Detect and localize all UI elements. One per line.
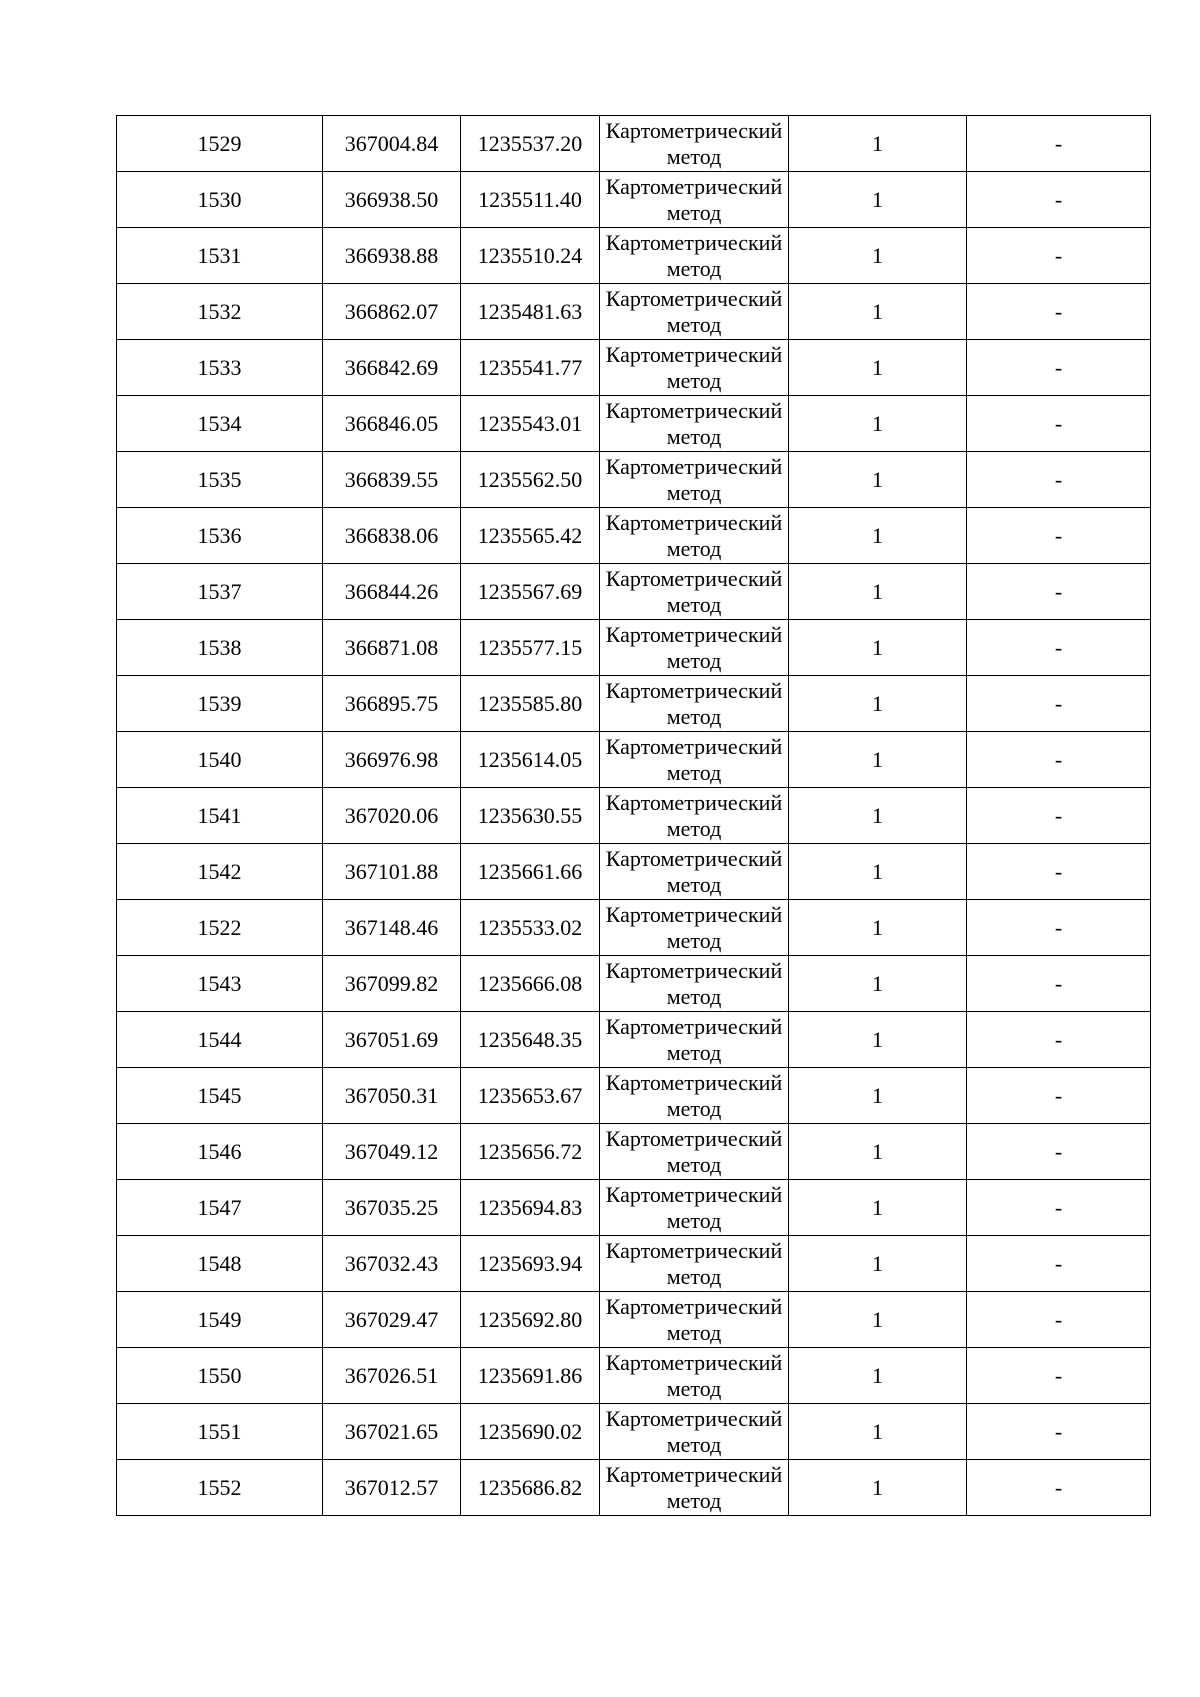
table-row <box>117 452 1151 508</box>
table-row <box>117 172 1151 228</box>
x-coordinate-cell: 367049.12 <box>323 1124 461 1180</box>
x-coordinate-cell: 367026.51 <box>323 1348 461 1404</box>
note-cell: - <box>967 1292 1151 1348</box>
y-coordinate-cell: 1235533.02 <box>461 900 600 956</box>
accuracy-cell: 1 <box>789 1180 967 1236</box>
y-coordinate-cell: 1235690.02 <box>461 1404 600 1460</box>
method-cell: Картометрический метод <box>600 116 789 172</box>
point-number-cell: 1532 <box>117 284 323 340</box>
method-cell: Картометрический метод <box>600 340 789 396</box>
accuracy-cell: 1 <box>789 676 967 732</box>
point-number-cell: 1550 <box>117 1348 323 1404</box>
coordinates-table-body <box>117 116 1151 1516</box>
accuracy-cell: 1 <box>789 1124 967 1180</box>
accuracy-cell: 1 <box>789 732 967 788</box>
accuracy-cell: 1 <box>789 1236 967 1292</box>
y-coordinate-cell: 1235630.55 <box>461 788 600 844</box>
method-cell: Картометрический метод <box>600 732 789 788</box>
accuracy-cell: 1 <box>789 284 967 340</box>
point-number-cell: 1543 <box>117 956 323 1012</box>
point-number-cell: 1551 <box>117 1404 323 1460</box>
point-number-cell: 1535 <box>117 452 323 508</box>
note-cell: - <box>967 564 1151 620</box>
y-coordinate-cell: 1235692.80 <box>461 1292 600 1348</box>
y-coordinate-cell: 1235537.20 <box>461 116 600 172</box>
y-coordinate-cell: 1235565.42 <box>461 508 600 564</box>
table-row <box>117 1068 1151 1124</box>
accuracy-cell: 1 <box>789 396 967 452</box>
y-coordinate-cell: 1235694.83 <box>461 1180 600 1236</box>
method-cell: Картометрический метод <box>600 508 789 564</box>
point-number-cell: 1530 <box>117 172 323 228</box>
method-cell: Картометрический метод <box>600 564 789 620</box>
note-cell: - <box>967 788 1151 844</box>
note-cell: - <box>967 1068 1151 1124</box>
method-cell: Картометрический метод <box>600 620 789 676</box>
x-coordinate-cell: 366938.88 <box>323 228 461 284</box>
method-cell: Картометрический метод <box>600 1404 789 1460</box>
y-coordinate-cell: 1235577.15 <box>461 620 600 676</box>
y-coordinate-cell: 1235686.82 <box>461 1460 600 1516</box>
point-number-cell: 1542 <box>117 844 323 900</box>
accuracy-cell: 1 <box>789 228 967 284</box>
accuracy-cell: 1 <box>789 340 967 396</box>
y-coordinate-cell: 1235693.94 <box>461 1236 600 1292</box>
method-cell: Картометрический метод <box>600 284 789 340</box>
accuracy-cell: 1 <box>789 452 967 508</box>
point-number-cell: 1531 <box>117 228 323 284</box>
x-coordinate-cell: 366895.75 <box>323 676 461 732</box>
y-coordinate-cell: 1235543.01 <box>461 396 600 452</box>
y-coordinate-cell: 1235666.08 <box>461 956 600 1012</box>
note-cell: - <box>967 1460 1151 1516</box>
method-cell: Картометрический метод <box>600 1124 789 1180</box>
accuracy-cell: 1 <box>789 172 967 228</box>
table-row <box>117 116 1151 172</box>
x-coordinate-cell: 366862.07 <box>323 284 461 340</box>
method-cell: Картометрический метод <box>600 1180 789 1236</box>
x-coordinate-cell: 367101.88 <box>323 844 461 900</box>
point-number-cell: 1552 <box>117 1460 323 1516</box>
method-cell: Картометрический метод <box>600 900 789 956</box>
note-cell: - <box>967 1124 1151 1180</box>
note-cell: - <box>967 732 1151 788</box>
point-number-cell: 1541 <box>117 788 323 844</box>
x-coordinate-cell: 366938.50 <box>323 172 461 228</box>
x-coordinate-cell: 366844.26 <box>323 564 461 620</box>
note-cell: - <box>967 1180 1151 1236</box>
table-row <box>117 1180 1151 1236</box>
y-coordinate-cell: 1235648.35 <box>461 1012 600 1068</box>
method-cell: Картометрический метод <box>600 788 789 844</box>
accuracy-cell: 1 <box>789 1012 967 1068</box>
method-cell: Картометрический метод <box>600 1292 789 1348</box>
point-number-cell: 1544 <box>117 1012 323 1068</box>
accuracy-cell: 1 <box>789 1068 967 1124</box>
method-cell: Картометрический метод <box>600 676 789 732</box>
note-cell: - <box>967 396 1151 452</box>
point-number-cell: 1534 <box>117 396 323 452</box>
x-coordinate-cell: 367050.31 <box>323 1068 461 1124</box>
point-number-cell: 1538 <box>117 620 323 676</box>
note-cell: - <box>967 844 1151 900</box>
x-coordinate-cell: 367099.82 <box>323 956 461 1012</box>
table-row <box>117 340 1151 396</box>
y-coordinate-cell: 1235481.63 <box>461 284 600 340</box>
table-row <box>117 564 1151 620</box>
method-cell: Картометрический метод <box>600 844 789 900</box>
method-cell: Картометрический метод <box>600 1348 789 1404</box>
method-cell: Картометрический метод <box>600 452 789 508</box>
accuracy-cell: 1 <box>789 116 967 172</box>
note-cell: - <box>967 1236 1151 1292</box>
table-row <box>117 1124 1151 1180</box>
y-coordinate-cell: 1235661.66 <box>461 844 600 900</box>
table-row <box>117 508 1151 564</box>
note-cell: - <box>967 1404 1151 1460</box>
accuracy-cell: 1 <box>789 1292 967 1348</box>
y-coordinate-cell: 1235653.67 <box>461 1068 600 1124</box>
method-cell: Картометрический метод <box>600 1068 789 1124</box>
method-cell: Картометрический метод <box>600 1460 789 1516</box>
note-cell: - <box>967 956 1151 1012</box>
note-cell: - <box>967 508 1151 564</box>
point-number-cell: 1539 <box>117 676 323 732</box>
x-coordinate-cell: 366976.98 <box>323 732 461 788</box>
note-cell: - <box>967 1012 1151 1068</box>
table-row <box>117 1348 1151 1404</box>
table-row <box>117 956 1151 1012</box>
note-cell: - <box>967 340 1151 396</box>
y-coordinate-cell: 1235510.24 <box>461 228 600 284</box>
coordinates-table <box>116 115 1151 1516</box>
table-row <box>117 676 1151 732</box>
point-number-cell: 1549 <box>117 1292 323 1348</box>
table-row <box>117 844 1151 900</box>
point-number-cell: 1545 <box>117 1068 323 1124</box>
x-coordinate-cell: 366838.06 <box>323 508 461 564</box>
accuracy-cell: 1 <box>789 508 967 564</box>
table-row <box>117 284 1151 340</box>
method-cell: Картометрический метод <box>600 1012 789 1068</box>
accuracy-cell: 1 <box>789 1404 967 1460</box>
table-row <box>117 620 1151 676</box>
x-coordinate-cell: 367051.69 <box>323 1012 461 1068</box>
y-coordinate-cell: 1235541.77 <box>461 340 600 396</box>
x-coordinate-cell: 367029.47 <box>323 1292 461 1348</box>
method-cell: Картометрический метод <box>600 956 789 1012</box>
method-cell: Картометрический метод <box>600 396 789 452</box>
accuracy-cell: 1 <box>789 564 967 620</box>
x-coordinate-cell: 367020.06 <box>323 788 461 844</box>
table-row <box>117 788 1151 844</box>
note-cell: - <box>967 116 1151 172</box>
method-cell: Картометрический метод <box>600 172 789 228</box>
note-cell: - <box>967 452 1151 508</box>
note-cell: - <box>967 676 1151 732</box>
accuracy-cell: 1 <box>789 1348 967 1404</box>
table-row <box>117 396 1151 452</box>
table-row <box>117 1236 1151 1292</box>
x-coordinate-cell: 366871.08 <box>323 620 461 676</box>
y-coordinate-cell: 1235562.50 <box>461 452 600 508</box>
x-coordinate-cell: 366846.05 <box>323 396 461 452</box>
accuracy-cell: 1 <box>789 788 967 844</box>
x-coordinate-cell: 367012.57 <box>323 1460 461 1516</box>
y-coordinate-cell: 1235691.86 <box>461 1348 600 1404</box>
note-cell: - <box>967 228 1151 284</box>
point-number-cell: 1533 <box>117 340 323 396</box>
table-row <box>117 1012 1151 1068</box>
y-coordinate-cell: 1235656.72 <box>461 1124 600 1180</box>
y-coordinate-cell: 1235614.05 <box>461 732 600 788</box>
point-number-cell: 1536 <box>117 508 323 564</box>
table-row <box>117 1460 1151 1516</box>
note-cell: - <box>967 172 1151 228</box>
note-cell: - <box>967 900 1151 956</box>
accuracy-cell: 1 <box>789 900 967 956</box>
table-row <box>117 732 1151 788</box>
method-cell: Картометрический метод <box>600 228 789 284</box>
y-coordinate-cell: 1235511.40 <box>461 172 600 228</box>
note-cell: - <box>967 620 1151 676</box>
point-number-cell: 1546 <box>117 1124 323 1180</box>
accuracy-cell: 1 <box>789 956 967 1012</box>
y-coordinate-cell: 1235585.80 <box>461 676 600 732</box>
x-coordinate-cell: 366839.55 <box>323 452 461 508</box>
point-number-cell: 1522 <box>117 900 323 956</box>
note-cell: - <box>967 284 1151 340</box>
table-row <box>117 1404 1151 1460</box>
note-cell: - <box>967 1348 1151 1404</box>
x-coordinate-cell: 367148.46 <box>323 900 461 956</box>
x-coordinate-cell: 366842.69 <box>323 340 461 396</box>
table-row <box>117 900 1151 956</box>
accuracy-cell: 1 <box>789 1460 967 1516</box>
point-number-cell: 1548 <box>117 1236 323 1292</box>
point-number-cell: 1540 <box>117 732 323 788</box>
accuracy-cell: 1 <box>789 620 967 676</box>
point-number-cell: 1537 <box>117 564 323 620</box>
y-coordinate-cell: 1235567.69 <box>461 564 600 620</box>
method-cell: Картометрический метод <box>600 1236 789 1292</box>
point-number-cell: 1529 <box>117 116 323 172</box>
table-row <box>117 228 1151 284</box>
accuracy-cell: 1 <box>789 844 967 900</box>
x-coordinate-cell: 367004.84 <box>323 116 461 172</box>
x-coordinate-cell: 367035.25 <box>323 1180 461 1236</box>
table-row <box>117 1292 1151 1348</box>
point-number-cell: 1547 <box>117 1180 323 1236</box>
x-coordinate-cell: 367021.65 <box>323 1404 461 1460</box>
x-coordinate-cell: 367032.43 <box>323 1236 461 1292</box>
